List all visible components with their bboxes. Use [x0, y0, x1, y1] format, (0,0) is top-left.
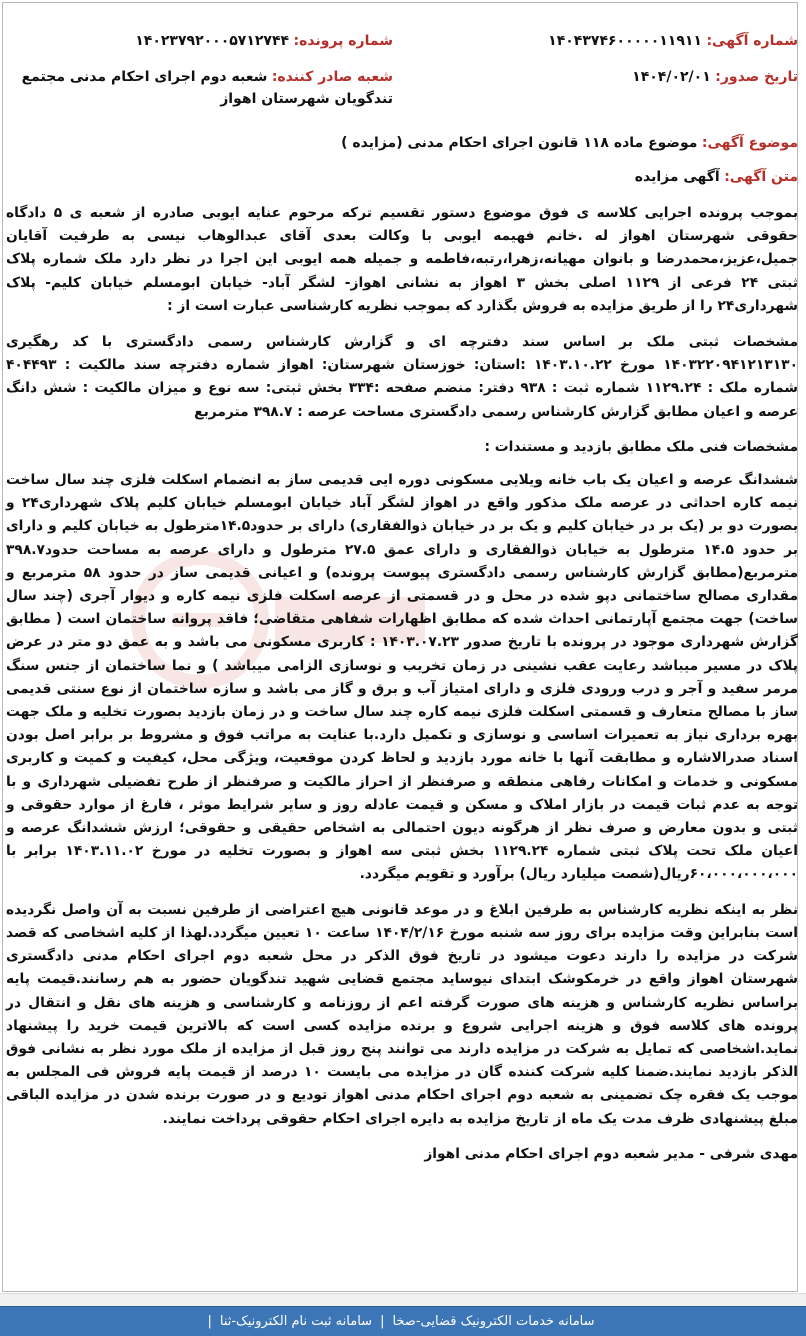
issue-date-field: [411, 66, 798, 110]
case-number-label: شماره پرونده:: [293, 33, 393, 49]
header-fields: [6, 30, 798, 110]
paragraph-auction-terms: نظر به اینکه نظریه کارشناس به طرفین ابلاغ و در موعد قانونی هیچ اعتراضی از طرفین نسبت به آن واصل نگردیده است بنابراین وقت مزایده برای روز سه شنبه مورخ ۱۴۰۴/۲/۱۶ ساعت ۱۰ تعیین میگردد.لهذا از کلیه اشخاصی که قصد شرکت در مزایده را دارند دعوت میشود در تاریخ فوق الذکر در محل شعبه دوم اجرای احکام مدنی دادگستری شهرستان اهواز واقع در خرمکوشک ابتدای نیوساید مجتمع قضایی شهید تندگویان حضور به هم رسانند.قیمت پایه براساس نظریه کارشناس و هزینه های صورت گرفته اعم از روزنامه و کارشناسی و هزینه های نقل و انتقال در پرونده های کلاسه فوق و هزینه اجرایی شروع و برنده مزایده کسی است که بالاترین قیمت خرید را پیشنهاد نماید.اشخاصی که تمایل به شرکت در مزایده دارند می توانند پنج روز قبل از مزایده از ملک مورد نظر به نشانی فوق الذکر بازدید نمایند.ضمنا کلیه شرکت کننده گان در مزایده می بایست ۱۰ درصد از قیمت پایه فروش فی المجلس به موجب یک فقره چک تضمینی به شعبه دوم اجرای احکام مدنی اهواز تودیع و در صورت برنده شدن در مزایده الباقی مبلغ پیشنهادی ظرف مدت یک ماه از تاریخ مزایده به دایره اجرای احکام حقوقی پرداخت نمایند.: [6, 901, 798, 1127]
notice-number-field: [411, 30, 798, 52]
footer-link-sana[interactable]: سامانه ثبت نام الکترونیک-ثنا: [219, 1314, 373, 1329]
issuer-label: شعبه صادر کننده:: [271, 69, 393, 85]
paragraph-intro: بموجب پرونده اجرایی کلاسه ی فوق موضوع دستور تقسیم ترکه مرحوم عنایه ایوبی صادره از شعبه ی ۵ دادگاه حقوقی شهرستان اهواز له .خانم فهیمه ایوبی با وکالت بعدی آقای عبدالوهاب نیسی به طرفیت آقایان جمیل،عزیز،محمدرضا و بانوان مهیانه،زهرا،رتبه،فاطمه و جمیله همه ایوبی این اجرا در نظر دارد ملک شماره پلاک ثبتی ۲۴ فرعی از ۱۱۲۹ اصلی بخش ۳ اهواز به نشانی اهواز- لشگر آباد- خیابان ابومسلم خیابان کلیم- پلاک شهرداری۲۴ را از طریق مزایده به فروش بگذارد که بموجب نظریه کارشناسی عبارت است از :: [6, 205, 798, 314]
subject-row: [6, 132, 798, 154]
issue-date-value: ۱۴۰۴/۰۲/۰۱: [632, 69, 711, 85]
issuer-field: [6, 66, 393, 110]
notice-number-label: شماره آگهی:: [706, 33, 798, 49]
footer-bar: [0, 1306, 806, 1336]
paragraph-registration: مشخصات ثبتی ملک بر اساس سند دفترچه ای و گزارش کارشناس رسمی دادگستری با کد رهگیری ۱۴۰۳۲۲۰۹۴۱۲۱۳۱۳۰ مورخ ۱۴۰۳.۱۰.۲۲ :استان: خوزستان شهرستان: اهواز شماره دفترچه سند مالکیت : ۴۰۴۴۹۳ شماره ملک : ۱۱۲۹.۲۴ شماره ثبت : ۹۳۸ دفتر: منضم صفحه :۳۳۴ بخش ثبتی: سه نوع و میزان مالکیت : شش دانگ عرصه و اعیان مطابق گزارش کارشناس رسمی دادگستری مساحت عرصه : ۳۹۸.۷ مترمربع: [6, 334, 798, 420]
footer-separator-end: |: [207, 1314, 212, 1329]
issue-date-label: تاریخ صدور:: [715, 69, 798, 85]
subject-value: موضوع ماده ۱۱۸ قانون اجرای احکام مدنی (مزایده ): [341, 135, 698, 151]
body-title-value: آگهی مزایده: [634, 169, 720, 185]
notice-number-value: ۱۴۰۴۳۷۴۶۰۰۰۰۰۱۱۹۱۱: [548, 33, 702, 49]
horizontal-scroll-strip[interactable]: [0, 1293, 806, 1306]
footer-separator: |: [380, 1314, 385, 1329]
case-number-value: ۱۴۰۲۳۷۹۲۰۰۰۵۷۱۲۷۴۴: [135, 33, 290, 49]
case-number-field: [6, 30, 393, 52]
paragraph-tech-heading: مشخصات فنی ملک مطابق بازدید و مستندات :: [484, 438, 798, 455]
signature-line: مهدی شرفی - مدیر شعبه دوم اجرای احکام مدنی اهواز: [424, 1145, 798, 1162]
issuer-value: شعبه دوم اجرای احکام مدنی مجتمع تندگویان شهرستان اهواز: [21, 69, 393, 107]
subject-label: موضوع آگهی:: [701, 135, 798, 151]
paragraph-tech-details: ششدانگ عرصه و اعیان یک باب خانه ویلایی مسکونی دوره ایی قدیمی ساز به انضمام اسکلت فلزی چند سال ساخت نیمه کاره احداثی در عرصه ملک مذکور واقع در اهواز لشگر آباد خیابان ابومسلم خیابان کلیم پلاک شهرداری۲۴ و بصورت دو بر (یک بر در خیابان کلیم و یک بر در خیابان ذوالفقاری) دارای بر حدود۱۴.۵مترطول به خیابان کلیم و دارای بر حدود ۱۴.۵ مترطول به خیابان ذوالفقاری و دارای عمق ۲۷.۵ مترطول و دارای عرصه به مساحت حدود۳۹۸.۷ مترمربع(مطابق گزارش کارشناس رسمی دادگستری پیوست پرونده) و اعیانی قدیمی ساز در حدود ۵۸ مترمربع و مقداری مصالح ساختمانی دپو شده در محل و در قسمتی از عرصه اسکلت فلزی نیمه کاره و دیوار آجری (چند سال ساخت) جهت مجتمع آپارتمانی احداث شده که مطابق اظهارات شفاهی متقاضی؛ فاقد پروانه ساختمان است ( مطابق گزارش شهرداری موجود در پرونده با تاریخ صدور ۱۴۰۳.۰۷.۲۳ : کاربری مسکونی می باشد و به عمق دو متر در عرض پلاک در مسیر میباشد رعایت عقب نشینی در زمان تخریب و نوسازی الزامی میباشد ) و نما ساختمان از جنس سنگ مرمر سفید و آجر و درب ورودی فلزی و دارای امتیاز آب و برق و گاز می باشد و سازه ساختمان از نوع سنتی قدیمی ساز با مصالح متعارف و قسمتی اسکلت فلزی نیمه کاره چند سال ساخت و در زمان بازدید بصورت تخلیه و ملک جهت بهره برداری نیاز به تعمیرات اساسی و نوسازی و تکمیل دارد.با عنایت به مراتب فوق و مشروط بر برابر اصل بودن اسناد صدرالاشاره و مطابقت آنها با خانه مورد بازدید و لحاظ کردن موقعیت، ویژگی محل، کیفیت و کمیت و کاربری مسکونی و خدمات و امکانات رفاهی منطقه و صرفنظر از احراز مالکیت و صرفنظر از طرح تفضیلی شهرداری و با توجه به عدم ثبات قیمت در بازار املاک و مسکن و قیمت عادله روز و سایر شرایط موثر ، فارغ از موارد حقوقی و ثبتی و بدون معارض و صرف نظر از هرگونه دیون احتمالی به اشخاص حقیقی و حقوقی؛ ارزش ششدانگ عرصه و اعیان ملک تحت پلاک ثبتی شماره ۱۱۲۹.۲۴ بخش ثبتی سه اهواز و بصورت تخلیه در مورخ ۱۴۰۳.۱۱.۰۲ برابر با ۶۰،۰۰۰،۰۰۰،۰۰۰ریال(شصت میلیارد ریال) برآورد و تقویم میگردد.: [6, 472, 799, 883]
body-title-row: [6, 166, 798, 188]
notice-content: [6, 30, 798, 1166]
body-title-label: متن آگهی:: [724, 169, 798, 185]
footer-link-sakha[interactable]: سامانه خدمات الکترونیک قضایی-صخا: [392, 1314, 595, 1329]
